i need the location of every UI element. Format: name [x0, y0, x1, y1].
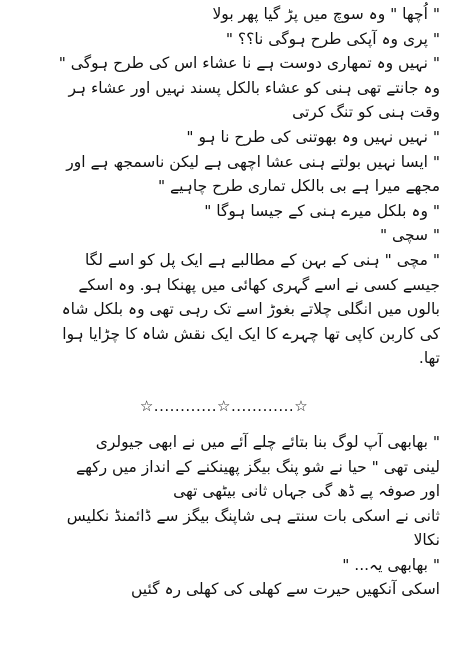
text-line: وقت ہنی کو تنگ کرتی	[292, 103, 440, 122]
text-line: لینی تھی " حیا نے شو پنگ بیگز پھینکنے کے انداز میں رکھے	[76, 457, 440, 476]
text-line: " پری وہ آپکی طرح ہوگی نا؟؟ "	[225, 29, 440, 48]
text-line: " بھابھی آپ لوگ بنا بتائے چلے آئے میں نے ابھی جیولری	[95, 432, 440, 451]
text-line: جیسے کسی نے اسے گہری کھائی میں پھنکا ہو. وہ اسکے	[78, 275, 440, 294]
text-line: " سچی "	[379, 226, 440, 245]
scene-separator: ☆............☆............☆	[139, 396, 309, 415]
paragraph-scene-two	[8, 430, 440, 602]
spacer	[8, 418, 440, 430]
text-line: " اُچھا " وہ سوچ میں پڑ گیا پھر بولا	[212, 5, 440, 23]
text-line: " ایسا نہیں بولتے ہنی عشا اچھی ہے لیکن ناسمجھ ہے اور	[66, 152, 440, 171]
text-line: " نہیں وہ تمھاری دوست ہے نا عشاء اس کی طرح ہوگی "	[58, 54, 440, 73]
text-line: بالوں میں انگلی چلاتے بغوڑ اسے تک رہی تھی وہ بلکل شاہ	[61, 300, 440, 319]
spacer	[8, 371, 440, 394]
text-line: " وہ بلکل میرے ہنی کے جیسا ہوگا "	[204, 201, 440, 220]
text-line: مجھے میرا ہے بی بالکل تماری طرح چاہیے "	[157, 177, 440, 196]
text-line: " بھابھی یہ... "	[342, 555, 440, 574]
text-line: اور صوفہ پے ڈھ گی جہاں ثانی بیٹھی تھی	[173, 482, 440, 501]
text-line: " مچی " ہنی کے بہن کے مطالبے ہے ایک پل کو اسے لگا	[84, 250, 440, 269]
text-line: وہ جانتے تھی ہنی کو عشاء بالکل پسند نہیں اور عشاء ہر	[68, 78, 440, 97]
text-line: " نہیں نہیں وہ بھوتنی کی طرح نا ہو "	[186, 127, 440, 146]
text-line: ثانی نے اسکی بات سنتے ہی شاپنگ بیگز سے ڈائمنڈ نکلیس	[66, 506, 440, 525]
text-line: تھا.	[418, 349, 440, 368]
text-line: اسکی آنکھیں حیرت سے کھلی کی کھلی رہ گئیں	[130, 580, 440, 599]
text-line: کی کاربن کاپی تھا چہرے کا ایک ایک نقش شاہ کا چڑایا ہوا	[62, 324, 440, 343]
text-line: نکالا	[413, 531, 440, 550]
paragraph-dialogue	[8, 2, 440, 371]
